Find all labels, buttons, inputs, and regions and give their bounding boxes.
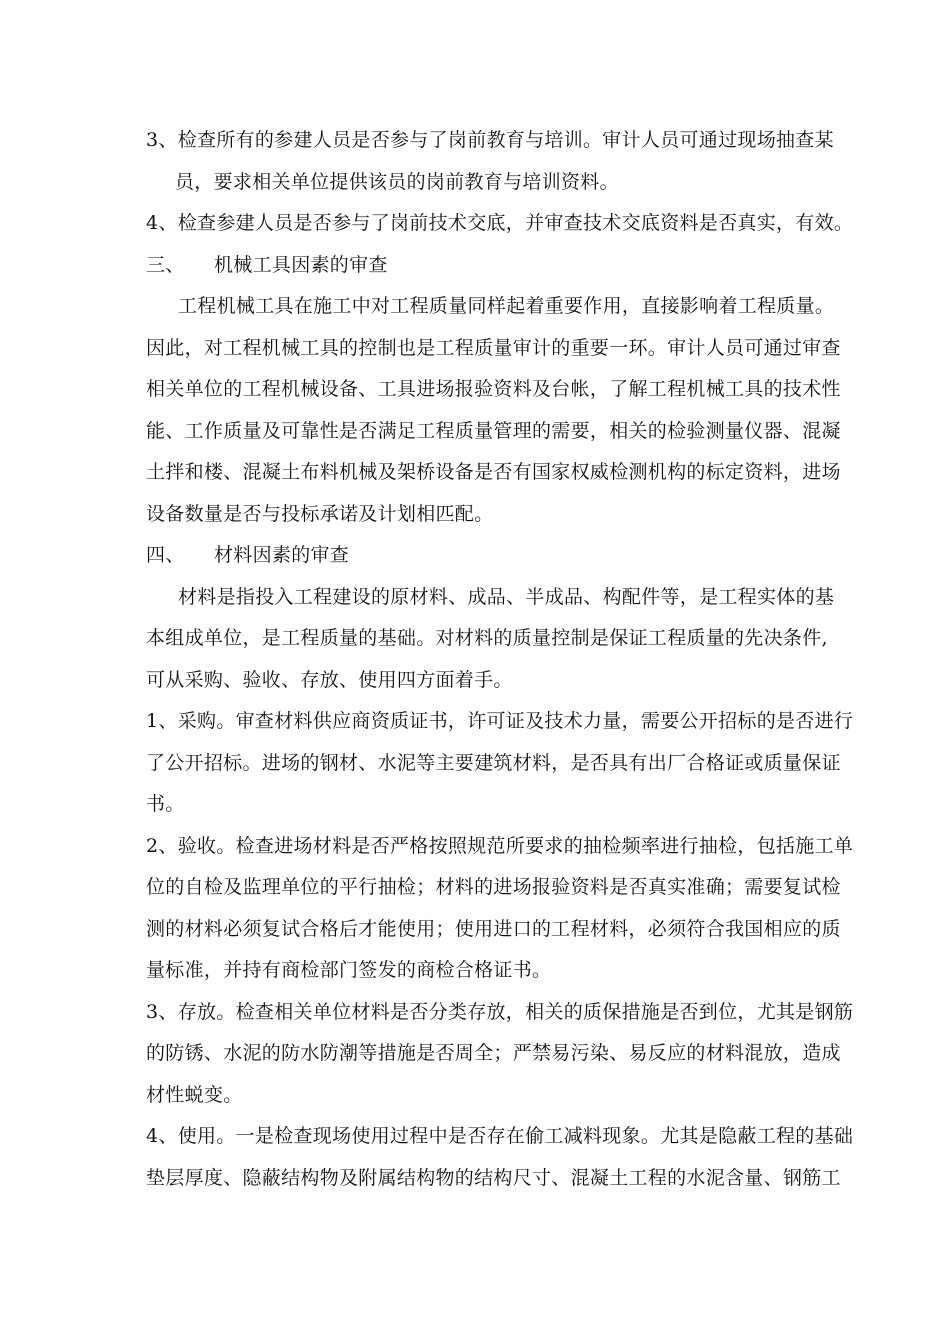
paragraph-line: 材料是指投入工程建设的原材料、成品、半成品、构配件等，是工程实体的基: [178, 586, 835, 608]
section-number: 三、: [146, 254, 185, 276]
paragraph-line: 3、检查所有的参建人员是否参与了岗前教育与培训。审计人员可通过现场抽查某: [146, 129, 834, 151]
paragraph-line: 材性蜕变。: [146, 1084, 243, 1106]
paragraph-line: 的防锈、水泥的防水防潮等措施是否周全；严禁易污染、易反应的材料混放，造成: [146, 1042, 841, 1064]
paragraph-line: 了公开招标。进场的钢材、水泥等主要建筑材料，是否具有出厂合格证或质量保证: [146, 752, 841, 774]
paragraph-line: 量标准，并持有商检部门签发的商检合格证书。: [146, 959, 552, 981]
section-heading: [146, 253, 388, 277]
paragraph-line: 工程机械工具在施工中对工程质量同样起着重要作用，直接影响着工程质量。: [178, 295, 835, 317]
paragraph-line: 因此，对工程机械工具的控制也是工程质量审计的重要一环。审计人员可通过审查: [146, 337, 841, 359]
paragraph-line: 本组成单位，是工程质量的基础。对材料的质量控制是保证工程质量的先决条件,: [146, 627, 828, 649]
paragraph-line: 相关单位的工程机械设备、工具进场报验资料及台帐，了解工程机械工具的技术性: [146, 378, 841, 400]
paragraph-line: 员，要求相关单位提供该员的岗前教育与培训资料。: [175, 171, 619, 193]
paragraph-line: 4、使用。一是检查现场使用过程中是否存在偷工减料现象。尤其是隐蔽工程的基础: [146, 1125, 854, 1147]
paragraph-line: 可从采购、验收、存放、使用四方面着手。: [146, 669, 513, 691]
paragraph-line: 3、存放。检查相关单位材料是否分类存放，相关的质保措施是否到位，尤其是钢筋: [146, 1001, 854, 1023]
paragraph-line: 书。: [146, 793, 185, 815]
paragraph-line: 位的自检及监理单位的平行抽检；材料的进场报验资料是否真实准确；需要复试检: [146, 876, 841, 898]
paragraph-line: 土拌和楼、混凝土布料机械及架桥设备是否有国家权威检测机构的标定资料，进场: [146, 461, 841, 483]
paragraph-line: 4、检查参建人员是否参与了岗前技术交底，并审查技术交底资料是否真实，有效。: [146, 212, 854, 234]
section-title: 机械工具因素的审查: [214, 254, 388, 276]
section-heading: [146, 543, 349, 567]
section-number: 四、: [146, 544, 185, 566]
paragraph-line: 垫层厚度、隐蔽结构物及附属结构物的结构尺寸、混凝土工程的水泥含量、钢筋工: [146, 1167, 841, 1189]
paragraph-line: 2、验收。检查进场材料是否严格按照规范所要求的抽检频率进行抽检，包括施工单: [146, 835, 854, 857]
paragraph-line: 测的材料必须复试合格后才能使用；使用进口的工程材料，必须符合我国相应的质: [146, 918, 841, 940]
section-title: 材料因素的审查: [214, 544, 350, 566]
paragraph-line: 1、采购。审查材料供应商资质证书，许可证及技术力量，需要公开招标的是否进行: [146, 710, 854, 732]
paragraph-line: 能、工作质量及可靠性是否满足工程质量管理的需要，相关的检验测量仪器、混凝: [146, 420, 841, 442]
paragraph-line: 设备数量是否与投标承诺及计划相匹配。: [146, 503, 494, 525]
